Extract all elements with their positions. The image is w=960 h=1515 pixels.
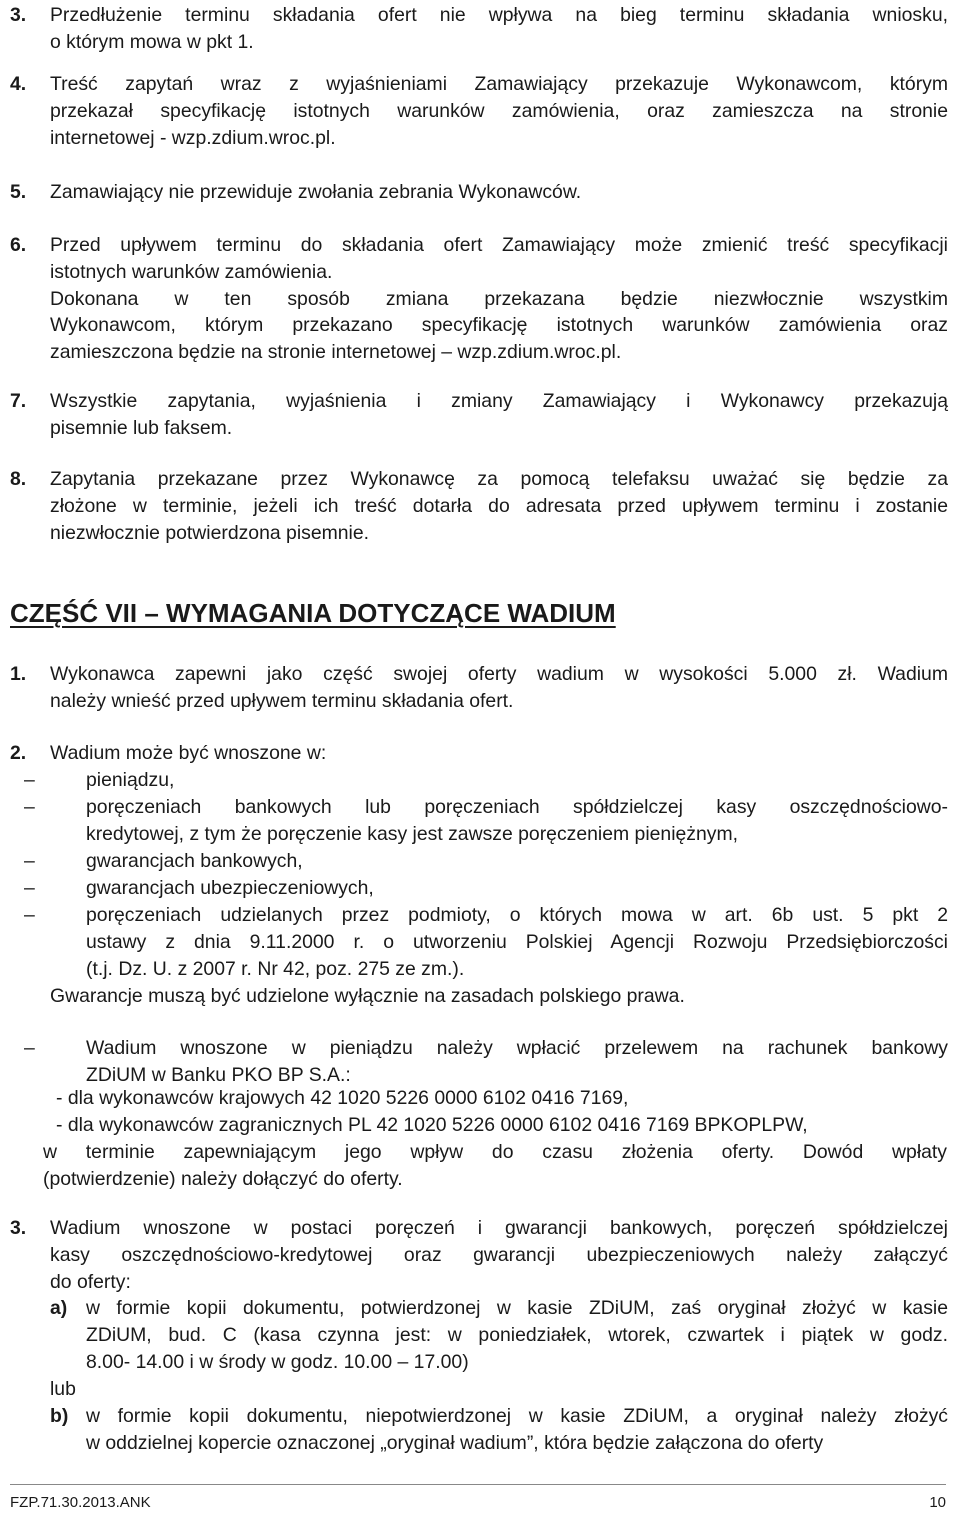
item-text-line: ZDiUM w Banku PKO BP S.A.: — [86, 1063, 351, 1086]
bank-account-line: - dla wykonawców krajowych 42 1020 5226 0000 6102 0416 7169, — [56, 1087, 629, 1109]
item-text-line: istotnych warunków zamówienia. — [50, 260, 333, 283]
item-text-line: niezwłocznie potwierdzona pisemnie. — [50, 521, 370, 544]
item-text-line: 8.00- 14.00 i w środy w godz. 10.00 – 17.00) — [86, 1350, 469, 1373]
item-number: 5. — [10, 181, 27, 203]
bank-account-line: - dla wykonawców zagranicznych PL 42 1020 5226 0000 6102 0416 7169 BPKOPLPW, — [56, 1113, 808, 1136]
dash-bullet: – — [24, 904, 35, 926]
item-text-line: poręczeniach udzielanych przez podmioty, o których mowa w art. 6b ust. 5 pkt 2 — [86, 904, 948, 926]
item-text-line: Wadium wnoszone w pieniądzu należy wpłacić przelewem na rachunek bankowy — [86, 1037, 948, 1059]
item-text-line: Zapytania przekazane przez Wykonawcę za pomocą telefaksu uważać się będzie za — [50, 468, 948, 490]
item-text-line: Dokonana w ten sposób zmiana przekazana będzie niezwłocznie wszystkim — [50, 287, 948, 310]
item-text-line: Wadium może być wnoszone w: — [50, 742, 327, 764]
item-text-line: kasy oszczędnościowo-kredytowej oraz gwarancji ubezpieczeniowych należy załączyć — [50, 1243, 948, 1266]
item-number: 2. — [10, 742, 27, 764]
item-text-line: internetowej - wzp.zdium.wroc.pl. — [50, 126, 336, 149]
item-text-line: Wszystkie zapytania, wyjaśnienia i zmiany Zamawiający i Wykonawcy przekazują — [50, 390, 948, 412]
item-text-line: ZDiUM, bud. C (kasa czynna jest: w poniedziałek, wtorek, czwartek i piątek w godz. — [86, 1323, 948, 1346]
item-text-line: gwarancjach ubezpieczeniowych, — [86, 877, 374, 899]
item-text-line: w terminie zapewniającym jego wpływ do czasu złożenia oferty. Dowód wpłaty — [43, 1141, 947, 1163]
dash-bullet: – — [24, 796, 35, 818]
page-number: 10 — [929, 1494, 946, 1511]
item-text-line: w formie kopii dokumentu, potwierdzonej w kasie ZDiUM, zaś oryginał złożyć w kasie — [86, 1297, 948, 1319]
item-number: 6. — [10, 234, 27, 256]
item-text-line: (t.j. Dz. U. z 2007 r. Nr 42, poz. 275 ze zm.). — [86, 957, 465, 980]
item-number: 3. — [10, 4, 27, 26]
dash-bullet: – — [24, 877, 35, 899]
item-text-line: zamieszczona będzie na stronie internetowej – wzp.zdium.wroc.pl. — [50, 341, 622, 364]
item-text-line: Zamawiający nie przewiduje zwołania zebrania Wykonawców. — [50, 181, 582, 203]
item-text-line: pieniądzu, — [86, 769, 175, 791]
item-text-line: przekazał specyfikację istotnych warunków zamówienia, oraz zamieszcza na stronie — [50, 99, 948, 122]
item-text-line: Gwarancje muszą być udzielone wyłącznie na zasadach polskiego prawa. — [50, 985, 685, 1007]
item-text-line: należy wnieść przed upływem terminu składania ofert. — [50, 689, 514, 712]
item-text-line: Wykonawcom, którym przekazano specyfikację istotnych warunków zamówienia oraz — [50, 314, 948, 337]
sub-item-label: b) — [50, 1405, 69, 1427]
section-heading: CZĘŚĆ VII – WYMAGANIA DOTYCZĄCE WADIUM — [10, 598, 616, 628]
sub-item-label: a) — [50, 1297, 68, 1319]
item-text-line: o którym mowa w pkt 1. — [50, 30, 254, 53]
item-text-line: do oferty: — [50, 1270, 131, 1293]
item-text-line: w formie kopii dokumentu, niepotwierdzonej w kasie ZDiUM, a oryginał należy złożyć — [86, 1405, 948, 1427]
item-text-line: kredytowej, z tym że poręczenie kasy jest zawsze poręczeniem pieniężnym, — [86, 822, 739, 845]
item-text-line: Wadium wnoszone w postaci poręczeń i gwarancji bankowych, poręczeń spółdzielczej — [50, 1217, 948, 1239]
item-number: 7. — [10, 390, 27, 412]
item-number: 8. — [10, 468, 27, 490]
item-text-line: poręczeniach bankowych lub poręczeniach spółdzielczej kasy oszczędnościowo- — [86, 796, 948, 818]
dash-bullet: – — [24, 1037, 35, 1059]
or-text: lub — [50, 1378, 76, 1400]
item-text-line: złożone w terminie, jeżeli ich treść dotarła do adresata przed upływem terminu i zostanie — [50, 494, 948, 517]
item-number: 4. — [10, 73, 27, 95]
item-text-line: w oddzielnej kopercie oznaczonej „oryginał wadium”, która będzie załączona do oferty — [86, 1431, 824, 1454]
item-text-line: Przedłużenie terminu składania ofert nie wpływa na bieg terminu składania wniosku, — [50, 4, 948, 26]
item-text-line: Treść zapytań wraz z wyjaśnieniami Zamawiający przekazuje Wykonawcom, którym — [50, 73, 948, 95]
item-text-line: Wykonawca zapewni jako część swojej oferty wadium w wysokości 5.000 zł. Wadium — [50, 663, 948, 685]
item-number: 3. — [10, 1217, 27, 1239]
item-number: 1. — [10, 663, 27, 685]
item-text-line: Przed upływem terminu do składania ofert Zamawiający może zmienić treść specyfikacji — [50, 234, 948, 256]
item-text-line: ustawy z dnia 9.11.2000 r. o utworzeniu Polskiej Agencji Rozwoju Przedsiębiorczości — [86, 930, 948, 953]
document-reference: FZP.71.30.2013.ANK — [10, 1494, 151, 1511]
item-text-line: pisemnie lub faksem. — [50, 416, 233, 439]
item-text-line: gwarancjach bankowych, — [86, 850, 303, 872]
page-footer — [10, 1484, 946, 1510]
item-text-line: (potwierdzenie) należy dołączyć do oferty. — [43, 1167, 403, 1190]
dash-bullet: – — [24, 769, 35, 791]
dash-bullet: – — [24, 850, 35, 872]
